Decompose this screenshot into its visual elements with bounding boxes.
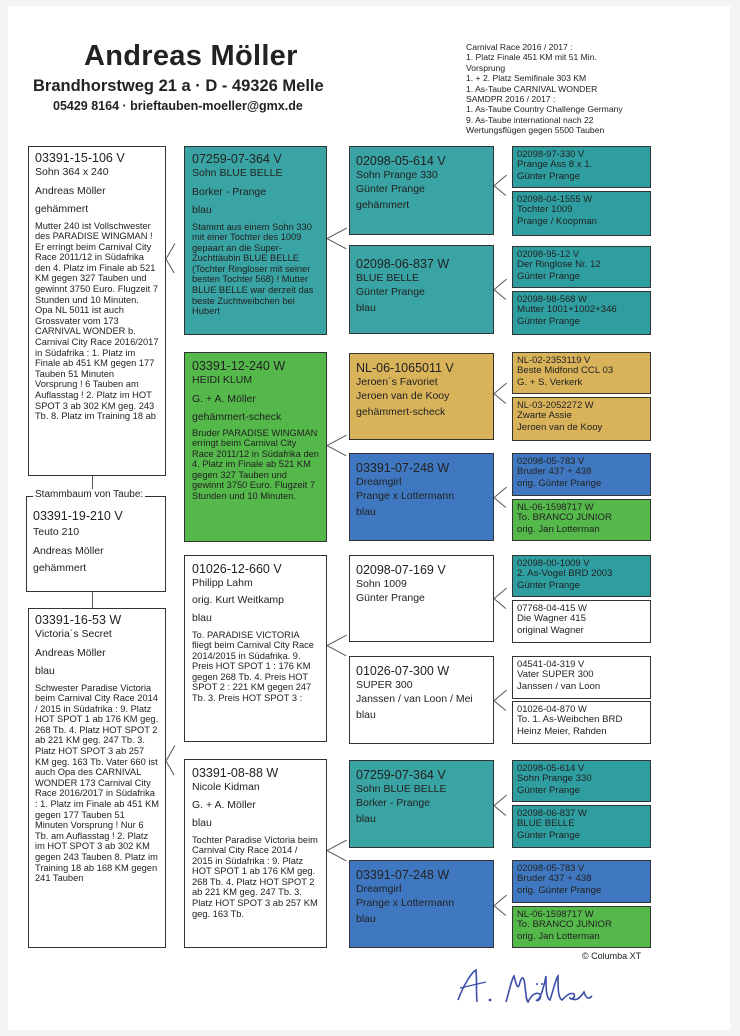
breeder: Günter Prange [517, 171, 580, 182]
gen2-box [184, 759, 327, 948]
gen4-box [512, 760, 651, 802]
ring-number: 02098-05-614 V [517, 762, 585, 773]
merit-line: 1. Platz Finale 451 KM mit 51 Min. [466, 52, 597, 63]
breeder: Borker - Prange [192, 185, 267, 198]
pigeon-name: Zwarte Assie [517, 410, 572, 421]
description: Mutter 240 ist Vollschwester des PARADISE WINGMAN ! Er erringt beim Carnival City Race 2011/12 in Südafrika den 4. Platz im Finale ab 521 KM gegen 327 Tauben und gewinnt 3750 Euro. Flugzeit 7 Stunden und 10 Minuten. Opa NL 5011 ist auch Grossvater vom 173 CARNIVAL WONDER b. Carnival City Race 2016/2017 in Südafrika : 1. Platz im Finale ab 451 KM gegen 177 Tauben 51 Minuten Vorsprung ! 6 Tauben am Auflasstag ! 2. Platz im HOT SPOT 3 ab 302 KM geg. 243 Tb. 8. Platz im Training 18 ab [35, 220, 159, 422]
breeder: orig. Jan Lotterman [517, 524, 600, 535]
ring-number: 02098-04-1555 W [517, 193, 593, 204]
gen4-box [512, 146, 651, 188]
ring-number: 02098-07-169 V [356, 563, 446, 577]
gen4-box [512, 397, 651, 441]
ring-number: 02098-97-330 V [517, 148, 585, 159]
breeder: Günter Prange [356, 182, 425, 195]
breeder: Günter Prange [517, 785, 580, 796]
gen4-box [512, 906, 651, 948]
gen3-box [349, 146, 494, 235]
breeder: Andreas Möller [33, 544, 104, 557]
ring-number: 03391-07-248 W [356, 868, 450, 882]
breeder-name: Andreas Möller [84, 40, 298, 72]
breeder-contact: 05429 8164 · brieftauben-moeller@gmx.de [53, 99, 303, 113]
color: gehämmert [33, 562, 87, 574]
pigeon-name: Bruder 437 + 438 [517, 873, 592, 884]
breeder: Andreas Möller [35, 646, 106, 659]
breeder-address: Brandhorstweg 21 a · D - 49326 Melle [33, 77, 324, 95]
breeder: Andreas Möller [35, 184, 106, 197]
description: Bruder PARADISE WINGMAN erringt beim Carnival City Race 2011/12 in Südafrika den 4. Platz im Finale ab 521 KM gegen 327 Tauben und gewinnt 3750 Euro. Flugzeit 7 Stunden und 10 Minuten. [192, 427, 319, 502]
pigeon-name: Dreamgirl [356, 476, 402, 488]
gen4-box [512, 555, 651, 597]
pigeon-name: SUPER 300 [356, 679, 413, 691]
merit-line: 1. + 2. Platz Semifinale 303 KM [466, 73, 587, 84]
ring-number: 03391-19-210 V [33, 509, 123, 523]
color: gehämmert-scheck [356, 406, 446, 418]
pigeon-name: Victoria´s Secret [35, 628, 112, 640]
merit-line: Wertungsflügen gegen 5500 Tauben [466, 125, 605, 136]
color: blau [192, 817, 212, 829]
subject-box [26, 496, 166, 592]
breeder: Günter Prange [517, 316, 580, 327]
ring-number: NL-06-1598717 W [517, 908, 594, 919]
breeder: Janssen / van Loon [517, 681, 601, 692]
gen4-box [512, 860, 651, 903]
breeder: Günter Prange [517, 830, 580, 841]
merits-list [466, 42, 696, 136]
connector [92, 592, 93, 608]
gen3-box [349, 555, 494, 642]
ring-number: NL-06-1065011 V [356, 361, 454, 375]
color: blau [356, 913, 376, 925]
breeder: Heinz Meier, Rahden [517, 726, 607, 737]
breeder: Jeroen van de Kooy [517, 422, 603, 433]
breeder: G. + S. Verkerk [517, 377, 583, 388]
ring-number: 02098-06-837 W [356, 257, 450, 271]
ring-number: 03391-15-106 V [35, 151, 125, 165]
color: blau [192, 204, 212, 216]
ring-number: 01026-04-870 W [517, 703, 587, 714]
breeder: Prange / Koopman [517, 216, 598, 227]
pigeon-name: Dreamgirl [356, 883, 402, 895]
gen3-box [349, 245, 494, 334]
pigeon-name: Sohn 364 x 240 [35, 166, 109, 178]
breeder: Günter Prange [517, 580, 580, 591]
gen4-box [512, 291, 651, 335]
breeder: orig. Kurt Weitkamp [192, 593, 285, 606]
ring-number: 02098-05-783 V [517, 455, 585, 466]
pigeon-name: Philipp Lahm [192, 577, 253, 589]
copyright: © Columba XT [582, 951, 642, 961]
description: To. PARADISE VICTORIA fliegt beim Carnival City Race 2014/2015 in Südafrika. 9. Preis HOT SPOT 1 : 176 KM gegen 268 Tb. 4. Preis HOT SPOT 2 : 221 KM gegen 247 Tb. 3. Preis HOT SPOT 3 : [192, 629, 314, 704]
breeder: Janssen / van Loon / Mei [356, 692, 473, 705]
merit-line: 9. As-Taube international nach 22 [466, 114, 594, 125]
breeder: Prange x Lottermann [356, 489, 455, 502]
pigeon-name: Nicole Kidman [192, 781, 260, 793]
pigeon-name: To. BRANCO JUNIOR [517, 919, 612, 930]
gen3-box [349, 760, 494, 848]
ring-number: 02098-06-837 W [517, 807, 587, 818]
ring-number: 01026-12-660 V [192, 562, 282, 576]
gen2-box [184, 352, 327, 542]
color: blau [35, 665, 55, 677]
color: blau [356, 709, 376, 721]
gen4-box [512, 701, 651, 744]
color: gehämmert [356, 199, 410, 211]
ring-number: 07259-07-364 V [356, 768, 446, 782]
gen3-box [349, 860, 494, 948]
dam-box [28, 608, 166, 948]
color: blau [356, 813, 376, 825]
description: Stammt aus einem Sohn 330 mit einer Tochter des 1009 gepaart an die Super-Zuchttäubin BLUE BELLE (Tochter Ringloser mit seiner besten Tochter 568) ! Mutter BLUE BELLE war derzeit das beste Zuchtweibchen bei Hubert [192, 221, 314, 317]
pigeon-name: Beste Midfond CCL 03 [517, 365, 614, 376]
ring-number: 03391-08-88 W [192, 766, 279, 780]
pigeon-name: Sohn BLUE BELLE [356, 783, 447, 795]
pigeon-name: Sohn 1009 [356, 578, 407, 590]
pigeon-name: Mutter 1001+1002+346 [517, 304, 617, 315]
gen4-box [512, 453, 651, 496]
breeder: original Wagner [517, 625, 584, 636]
breeder: Günter Prange [517, 271, 580, 282]
ring-number: 07768-04-415 W [517, 602, 587, 613]
breeder: G. + A. Möller [192, 798, 256, 811]
pedigree-label: Stammbaum von Taube: [35, 489, 144, 500]
merit-line: 1. As-Taube CARNIVAL WONDER [466, 83, 598, 94]
gen4-box [512, 191, 651, 236]
pigeon-name: Die Wagner 415 [517, 613, 586, 624]
ring-number: 03391-07-248 W [356, 461, 450, 475]
merit-line: 1. As-Taube Country Challenge Germany [466, 104, 623, 115]
pigeon-name: Tochter 1009 [517, 204, 573, 215]
pigeon-name: Teuto 210 [33, 526, 80, 538]
pigeon-name: Prange Ass 8 x 1. [517, 159, 593, 170]
pigeon-name: Jeroen´s Favoriet [356, 376, 438, 388]
gen4-box [512, 352, 651, 394]
ring-number: 01026-07-300 W [356, 664, 450, 678]
breeder: Günter Prange [356, 591, 425, 604]
pigeon-name: Vater SUPER 300 [517, 669, 594, 680]
ring-number: 02098-95-12 V [517, 248, 580, 259]
merit-line: Vorsprung [466, 62, 506, 73]
description: Tochter Paradise Victoria beim Carnival City Race 2014 / 2015 in Südafrika : 9. Platz HOT SPOT 1 ab 176 KM geg. 268 Tb. 4. Platz HOT SPOT 2 ab 221 KM geg. 247 Tb. 3. Platz HOT SPOT 3 ab 257 KM geg. 163 Tb. [192, 834, 318, 919]
gen3-box [349, 353, 494, 440]
ring-number: NL-02-2353119 V [517, 354, 591, 365]
ring-number: NL-06-1598717 W [517, 501, 594, 512]
color: blau [356, 506, 376, 518]
breeder: Borker - Prange [356, 796, 431, 809]
ring-number: NL-03-2052272 W [517, 399, 594, 410]
color: blau [192, 612, 212, 624]
color: gehämmert-scheck [192, 411, 282, 423]
breeder: Günter Prange [356, 285, 425, 298]
ring-number: 02098-98-568 W [517, 293, 587, 304]
ring-number: 02098-05-783 V [517, 862, 585, 873]
breeder: orig. Jan Lotterman [517, 931, 600, 942]
gen3-box [349, 453, 494, 541]
breeder: orig. Günter Prange [517, 478, 602, 489]
pigeon-name: To. BRANCO JUNIOR [517, 512, 612, 523]
gen4-box [512, 499, 651, 541]
ring-number: 02098-00-1009 V [517, 557, 590, 568]
merit-line: SAMDPR 2016 / 2017 : [466, 94, 556, 105]
pigeon-name: Der Ringlose Nr. 12 [517, 259, 601, 270]
pigeon-name: Sohn BLUE BELLE [192, 167, 283, 179]
gen4-box [512, 656, 651, 699]
sire-box [28, 146, 166, 476]
pigeon-name: 2. As-Vogel BRD 2003 [517, 568, 613, 579]
breeder: G. + A. Möller [192, 392, 256, 405]
breeder: Prange x Lottermann [356, 896, 455, 909]
pigeon-name: Sohn Prange 330 [517, 773, 592, 784]
pigeon-name: Bruder 437 + 438 [517, 466, 592, 477]
gen2-box [184, 146, 327, 335]
ring-number: 03391-12-240 W [192, 359, 286, 373]
gen3-box [349, 656, 494, 744]
ring-number: 07259-07-364 V [192, 152, 282, 166]
breeder: orig. Günter Prange [517, 885, 602, 896]
description: Schwester Paradise Victoria beim Carnival City Race 2014 / 2015 in Südafrika : 9. Platz HOT SPOT 1 ab 176 KM geg. 268 Tb. 4. Platz HOT SPOT 2 ab 221 KM geg. 247 Tb. 3. Platz HOT SPOT 3 ab 257 KM geg. 163 Tb. Vater 660 ist auch Opa des CARNIVAL WONDER 173 Carnival City Race 2016/2017 in Südafrika : 1. Platz im Finale ab 451 KM gegen 177 Tauben 51 Minuten Vorsprung ! Nur 6 Tb. am Auflasstag ! 2. Platz im HOT SPOT 3 ab 302 KM gegen 243 Tauben 8. Platz im Training 18 ab 168 KM gegen 241 Tauben [35, 682, 160, 884]
pigeon-name: HEIDI KLUM [192, 374, 253, 386]
color: gehämmert [35, 203, 89, 215]
breeder: Jeroen van de Kooy [356, 389, 450, 402]
ring-number: 03391-16-53 W [35, 613, 122, 627]
color: blau [356, 302, 376, 314]
gen4-box [512, 600, 651, 643]
signature [446, 962, 606, 1010]
gen4-box [512, 805, 651, 848]
ring-number: 02098-05-614 V [356, 154, 446, 168]
merit-line: Carnival Race 2016 / 2017 : [466, 42, 573, 52]
gen2-box [184, 555, 327, 742]
pigeon-name: BLUE BELLE [517, 818, 575, 829]
pigeon-name: BLUE BELLE [356, 272, 420, 284]
ring-number: 04541-04-319 V [517, 658, 585, 669]
pigeon-name: Sohn Prange 330 [356, 169, 438, 181]
pigeon-name: To. 1. As-Weibchen BRD [517, 714, 623, 725]
gen4-box [512, 246, 651, 288]
